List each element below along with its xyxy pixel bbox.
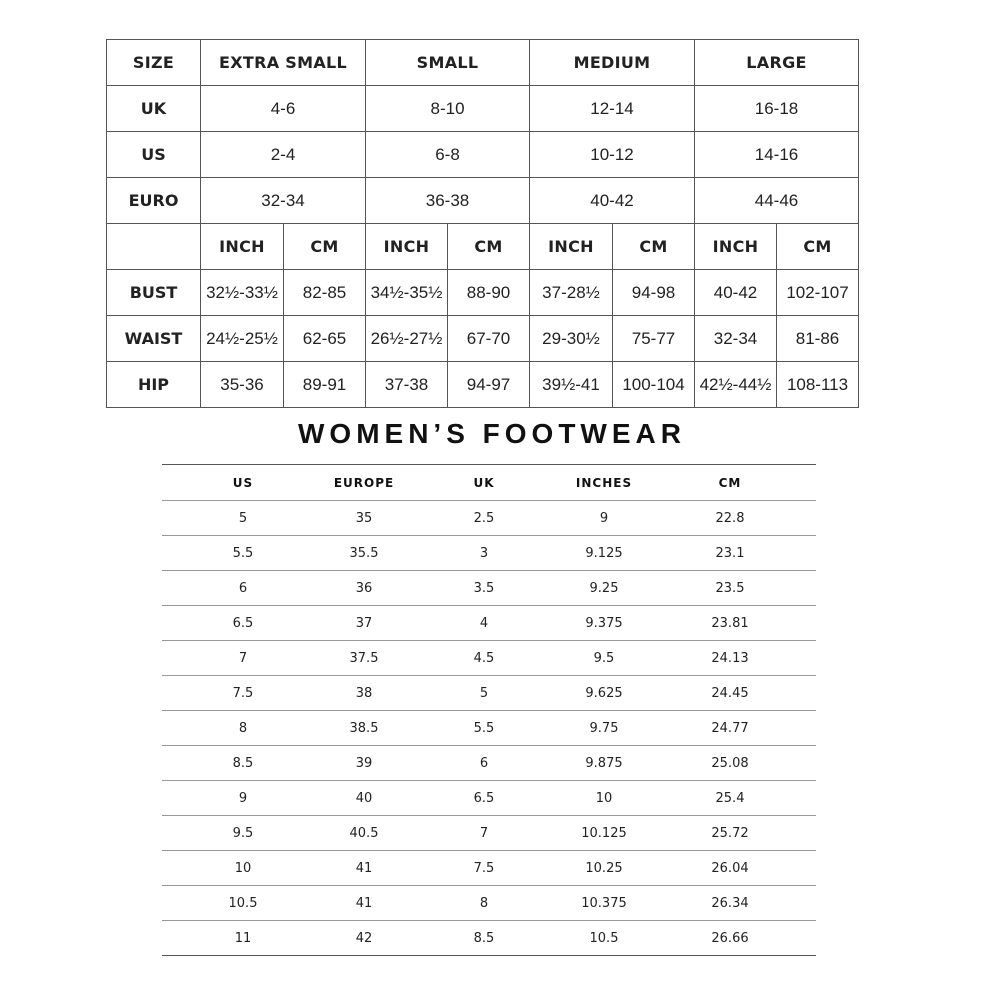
footwear-cell: 9.5 <box>162 816 324 851</box>
footwear-cell: 9.375 <box>564 606 644 641</box>
footwear-cell: 5 <box>404 676 564 711</box>
measurement-cell: 82-85 <box>284 270 366 316</box>
size-row <box>107 132 859 178</box>
footwear-cell: 42 <box>324 921 404 956</box>
footwear-cell: 37.5 <box>324 641 404 676</box>
size-cell: 12-14 <box>530 86 695 132</box>
measurement-cell: 37-28½ <box>530 270 613 316</box>
size-cell: 44-46 <box>695 178 859 224</box>
footwear-cell: 9 <box>162 781 324 816</box>
unit-header-cell: INCH <box>366 224 448 270</box>
size-cell: 6-8 <box>366 132 530 178</box>
measurement-cell: 67-70 <box>448 316 530 362</box>
measurement-row-label: WAIST <box>107 316 201 362</box>
footwear-cell: 10 <box>564 781 644 816</box>
measurement-cell: 89-91 <box>284 362 366 408</box>
footwear-cell: 38.5 <box>324 711 404 746</box>
footwear-cell: 7 <box>404 816 564 851</box>
measurement-row <box>107 316 859 362</box>
size-table-body <box>107 40 859 408</box>
footwear-row <box>162 501 816 536</box>
footwear-row <box>162 606 816 641</box>
footwear-cell: 9.625 <box>564 676 644 711</box>
size-cell: 8-10 <box>366 86 530 132</box>
measurement-cell: 34½-35½ <box>366 270 448 316</box>
footwear-cell: 22.8 <box>644 501 816 536</box>
footwear-row <box>162 781 816 816</box>
size-cell: 2-4 <box>201 132 366 178</box>
footwear-cell: 9.75 <box>564 711 644 746</box>
footwear-cell: 10.25 <box>564 851 644 886</box>
unit-header-cell: INCH <box>201 224 284 270</box>
empty-cell <box>107 224 201 270</box>
measurement-cell: 29-30½ <box>530 316 613 362</box>
measurement-row-label: HIP <box>107 362 201 408</box>
footwear-cell: 41 <box>324 851 404 886</box>
footwear-row <box>162 746 816 781</box>
footwear-cell: 24.45 <box>644 676 816 711</box>
footwear-cell: 10.5 <box>162 886 324 921</box>
unit-header-cell: CM <box>777 224 859 270</box>
footwear-cell: 35 <box>324 501 404 536</box>
size-row-label: EURO <box>107 178 201 224</box>
footwear-row <box>162 641 816 676</box>
footwear-cell: 6 <box>404 746 564 781</box>
footwear-row <box>162 571 816 606</box>
footwear-cell: 10.125 <box>564 816 644 851</box>
footwear-cell: 10 <box>162 851 324 886</box>
measurement-row <box>107 362 859 408</box>
footwear-cell: 25.4 <box>644 781 816 816</box>
measurement-cell: 32-34 <box>695 316 777 362</box>
measurement-cell: 81-86 <box>777 316 859 362</box>
footwear-cell: 8 <box>404 886 564 921</box>
size-row-label: UK <box>107 86 201 132</box>
footwear-row <box>162 711 816 746</box>
footwear-cell: 9.125 <box>564 536 644 571</box>
footwear-cell: 39 <box>324 746 404 781</box>
unit-header-cell: CM <box>284 224 366 270</box>
footwear-cell: 7 <box>162 641 324 676</box>
unit-header-cell: CM <box>448 224 530 270</box>
measurement-cell: 42½-44½ <box>695 362 777 408</box>
size-header-row <box>107 40 859 86</box>
size-cell: 36-38 <box>366 178 530 224</box>
footwear-cell: 2.5 <box>404 501 564 536</box>
size-cell: 40-42 <box>530 178 695 224</box>
measurement-cell: 40-42 <box>695 270 777 316</box>
footwear-cell: 8.5 <box>404 921 564 956</box>
footwear-cell: 8 <box>162 711 324 746</box>
footwear-cell: 4 <box>404 606 564 641</box>
size-header-cell: SMALL <box>366 40 530 86</box>
footwear-cell: 9.875 <box>564 746 644 781</box>
footwear-row <box>162 886 816 921</box>
unit-header-row <box>107 224 859 270</box>
measurement-cell: 75-77 <box>613 316 695 362</box>
measurement-cell: 94-97 <box>448 362 530 408</box>
footwear-cell: 40.5 <box>324 816 404 851</box>
footwear-cell: 5 <box>162 501 324 536</box>
size-row <box>107 178 859 224</box>
measurement-cell: 24½-25½ <box>201 316 284 362</box>
footwear-cell: 3 <box>404 536 564 571</box>
footwear-cell: 24.13 <box>644 641 816 676</box>
footwear-table-body <box>162 501 816 956</box>
footwear-cell: 35.5 <box>324 536 404 571</box>
footwear-cell: 6 <box>162 571 324 606</box>
measurement-cell: 32½-33½ <box>201 270 284 316</box>
footwear-cell: 5.5 <box>162 536 324 571</box>
unit-header-cell: INCH <box>530 224 613 270</box>
footwear-size-table <box>162 464 816 956</box>
unit-header-cell: CM <box>613 224 695 270</box>
footwear-row <box>162 851 816 886</box>
footwear-cell: 23.1 <box>644 536 816 571</box>
footwear-cell: 26.04 <box>644 851 816 886</box>
footwear-cell: 36 <box>324 571 404 606</box>
footwear-cell: 11 <box>162 921 324 956</box>
size-cell: 10-12 <box>530 132 695 178</box>
footwear-row <box>162 921 816 956</box>
measurement-cell: 88-90 <box>448 270 530 316</box>
footwear-row <box>162 536 816 571</box>
measurement-cell: 100-104 <box>613 362 695 408</box>
footwear-cell: 7.5 <box>404 851 564 886</box>
measurement-cell: 62-65 <box>284 316 366 362</box>
measurement-cell: 108-113 <box>777 362 859 408</box>
footwear-cell: 26.34 <box>644 886 816 921</box>
footwear-cell: 9.25 <box>564 571 644 606</box>
footwear-cell: 10.375 <box>564 886 644 921</box>
measurement-cell: 94-98 <box>613 270 695 316</box>
measurement-cell: 26½-27½ <box>366 316 448 362</box>
size-cell: 16-18 <box>695 86 859 132</box>
footwear-column-header: INCHES <box>564 465 644 501</box>
footwear-cell: 25.08 <box>644 746 816 781</box>
footwear-cell: 9 <box>564 501 644 536</box>
measurement-cell: 37-38 <box>366 362 448 408</box>
footwear-cell: 9.5 <box>564 641 644 676</box>
size-header-label: SIZE <box>107 40 201 86</box>
footwear-cell: 38 <box>324 676 404 711</box>
footwear-header-row <box>162 465 816 501</box>
measurement-row-label: BUST <box>107 270 201 316</box>
footwear-title: WOMEN’S FOOTWEAR <box>298 418 686 449</box>
size-cell: 4-6 <box>201 86 366 132</box>
footwear-cell: 41 <box>324 886 404 921</box>
size-header-cell: MEDIUM <box>530 40 695 86</box>
footwear-cell: 5.5 <box>404 711 564 746</box>
size-cell: 14-16 <box>695 132 859 178</box>
footwear-row <box>162 676 816 711</box>
unit-header-cell: INCH <box>695 224 777 270</box>
footwear-cell: 26.66 <box>644 921 816 956</box>
footwear-column-header: CM <box>644 465 816 501</box>
size-row-label: US <box>107 132 201 178</box>
footwear-cell: 3.5 <box>404 571 564 606</box>
size-header-cell: LARGE <box>695 40 859 86</box>
footwear-cell: 24.77 <box>644 711 816 746</box>
footwear-cell: 23.81 <box>644 606 816 641</box>
clothing-size-table <box>106 39 859 408</box>
footwear-cell: 6.5 <box>404 781 564 816</box>
footwear-cell: 40 <box>324 781 404 816</box>
measurement-cell: 35-36 <box>201 362 284 408</box>
measurement-cell: 102-107 <box>777 270 859 316</box>
footwear-cell: 4.5 <box>404 641 564 676</box>
measurement-row <box>107 270 859 316</box>
size-row <box>107 86 859 132</box>
measurement-cell: 39½-41 <box>530 362 613 408</box>
footwear-cell: 7.5 <box>162 676 324 711</box>
footwear-row <box>162 816 816 851</box>
footwear-column-header: UK <box>404 465 564 501</box>
footwear-cell: 37 <box>324 606 404 641</box>
footwear-cell: 8.5 <box>162 746 324 781</box>
footwear-cell: 10.5 <box>564 921 644 956</box>
size-header-cell: EXTRA SMALL <box>201 40 366 86</box>
footwear-column-header: US <box>162 465 324 501</box>
footwear-cell: 6.5 <box>162 606 324 641</box>
size-cell: 32-34 <box>201 178 366 224</box>
footwear-column-header: EUROPE <box>324 465 404 501</box>
footwear-cell: 23.5 <box>644 571 816 606</box>
footwear-cell: 25.72 <box>644 816 816 851</box>
